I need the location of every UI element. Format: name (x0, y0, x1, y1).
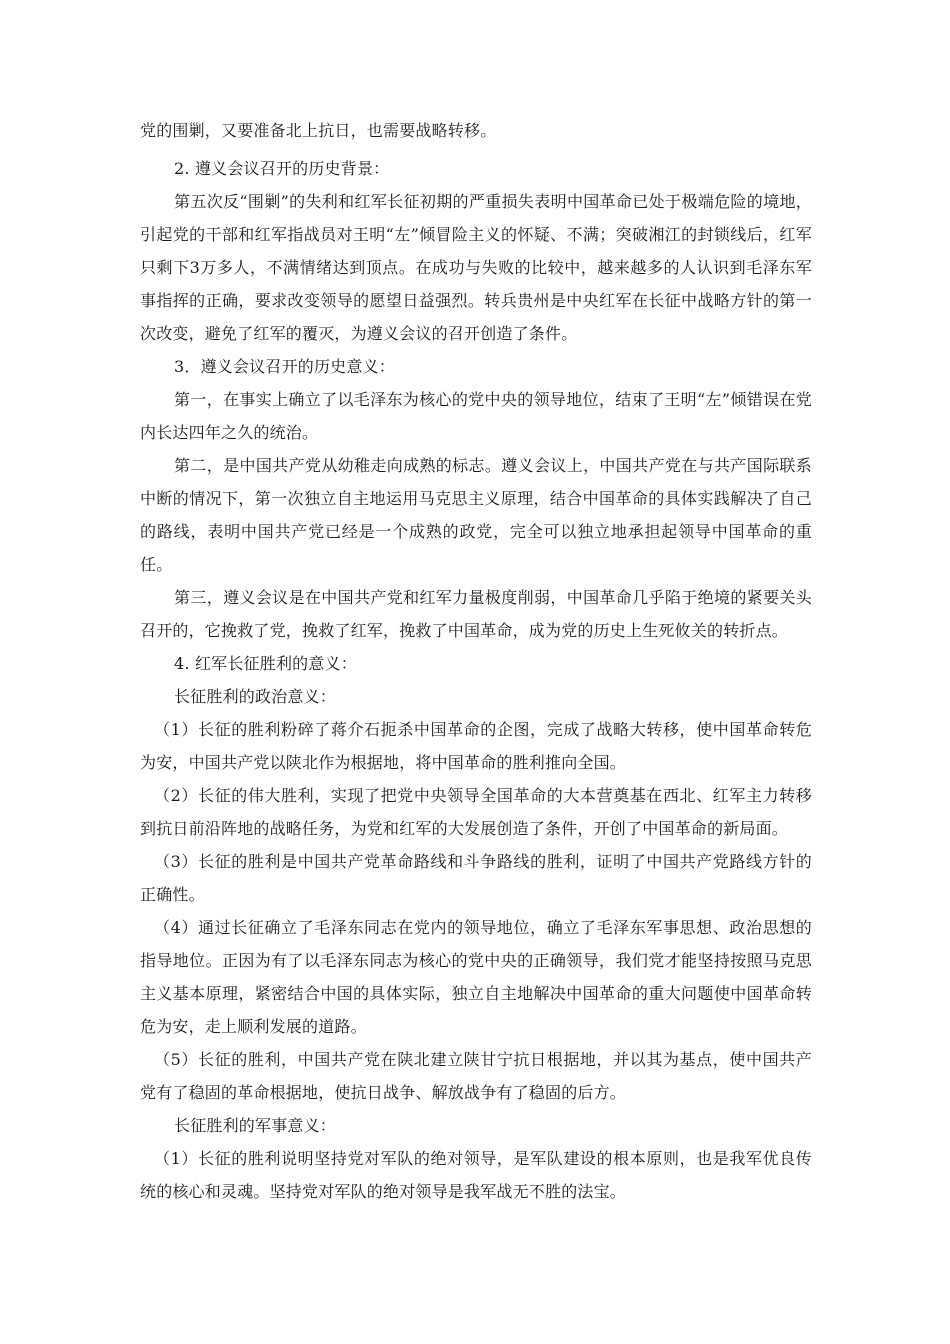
paragraph-significance-second: 第二，是中国共产党从幼稚走向成熟的标志。遵义会议上，中国共产党在与共产国际联系中断的情况下，第一次独立自主地运用马克思主义原理，结合中国革命的具体实践解决了自己的路线，表明中国共产党已经是一个成熟的政党，完全可以独立地承担起领导中国革命的重任。 (140, 456, 812, 574)
paragraph-significance-third: 第三，遵义会议是在中国共产党和红军力量极度削弱，中国革命几乎陷于绝境的紧要关头召开的，它挽救了党，挽救了红军，挽救了中国革命，成为党的历史上生死攸关的转折点。 (140, 588, 812, 640)
heading-zunyi-background: 2. 遵义会议召开的历史背景： (174, 159, 390, 178)
list-item-political-4: （4）通过长征确立了毛泽东同志在党内的领导地位，确立了毛泽东军事思想、政治思想的指导地位。正因为有了以毛泽东同志为核心的党中央的正确领导，我们党才能坚持按照马克思主义基本原理，紧密结合中国的具体实际，独立自主地解决中国革命的重大问题使中国革命转危为安，走上顺利发展的道路。 (140, 918, 812, 1036)
list-item-political-5: （5）长征的胜利，中国共产党在陕北建立陕甘宁抗日根据地，并以其为基点，使中国共产党有了稳固的革命根据地，使抗日战争、解放战争有了稳固的后方。 (140, 1050, 812, 1102)
paragraph-zunyi-background: 第五次反“围剿”的失利和红军长征初期的严重损失表明中国革命已处于极端危险的境地，引起党的干部和红军指战员对王明“左”倾冒险主义的怀疑、不满；突破湘江的封锁线后，红军只剩下3万多人，不满情绪达到顶点。在成功与失败的比较中，越来越多的人认识到毛泽东军事指挥的正确，要求改变领导的愿望日益强烈。转兵贵州是中央红军在长征中战略方针的第一次改变，避免了红军的覆灭，为遵义会议的召开创造了条件。 (140, 192, 812, 343)
paragraph-significance-first: 第一，在事实上确立了以毛泽东为核心的党中央的领导地位，结束了王明“左”倾错误在党内长达四年之久的统治。 (140, 390, 812, 442)
heading-long-march-victory: 4. 红军长征胜利的意义： (174, 654, 357, 673)
list-item-political-1: （1）长征的胜利粉碎了蒋介石扼杀中国革命的企图，完成了战略大转移，使中国革命转危为安，中国共产党以陕北作为根据地，将中国革命的胜利推向全国。 (140, 720, 812, 772)
subheading-military-significance: 长征胜利的军事意义： (174, 1116, 337, 1135)
subheading-political-significance: 长征胜利的政治意义： (174, 687, 337, 706)
paragraph-continued: 党的围剿，又要准备北上抗日，也需要战略转移。 (140, 121, 497, 140)
list-item-political-2: （2）长征的伟大胜利，实现了把党中央领导全国革命的大本营奠基在西北、红军主力转移到抗日前沿阵地的战略任务，为党和红军的大发展创造了条件，开创了中国革命的新局面。 (140, 786, 812, 838)
list-item-military-1: （1）长征的胜利说明坚持党对军队的绝对领导，是军队建设的根本原则，也是我军优良传统的核心和灵魂。坚持党对军队的绝对领导是我军战无不胜的法宝。 (140, 1149, 812, 1201)
document-body (140, 114, 812, 1208)
heading-zunyi-significance: 3．遵义会议召开的历史意义： (174, 357, 395, 376)
list-item-political-3: （3）长征的胜利是中国共产党革命路线和斗争路线的胜利，证明了中国共产党路线方针的正确性。 (140, 852, 812, 904)
